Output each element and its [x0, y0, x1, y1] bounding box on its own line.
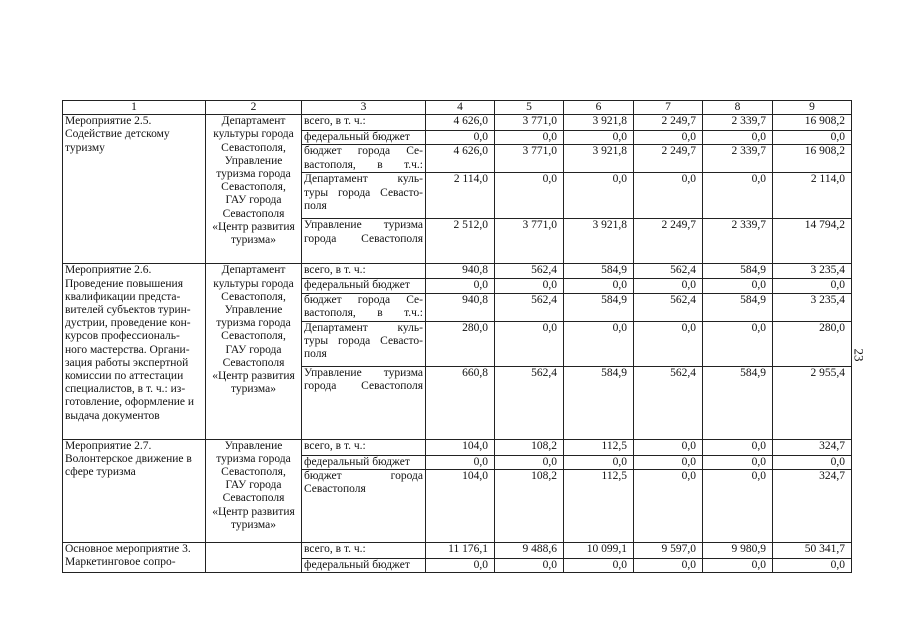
amount-cell: 16 908,2 — [773, 145, 852, 173]
text-line: зация работы экспертной — [65, 356, 189, 369]
amount-cell: 2 339,7 — [703, 145, 773, 173]
amount-cell: 562,4 — [495, 366, 564, 439]
amount-cell: 0,0 — [564, 455, 634, 469]
funding-source-cell — [302, 264, 426, 279]
amount-cell: 324,7 — [773, 439, 852, 455]
text-line: Департамент куль- — [304, 321, 423, 334]
text-line: Волонтерское движение в — [65, 452, 192, 465]
text-line: бюджет города Се- — [304, 145, 423, 158]
amount-cell: 660,8 — [426, 366, 495, 439]
amount-cell: 0,0 — [634, 558, 703, 572]
text-line: бюджет города Се- — [304, 293, 423, 306]
amount-cell: 104,0 — [426, 469, 495, 542]
header-cell: 5 — [495, 101, 564, 115]
executor-cell — [206, 439, 302, 542]
amount-cell: 3 771,0 — [495, 145, 564, 173]
amount-cell: 0,0 — [495, 558, 564, 572]
amount-cell: 0,0 — [634, 455, 703, 469]
amount-cell: 584,9 — [564, 293, 634, 321]
funding-source-cell — [302, 293, 426, 321]
amount-cell: 16 908,2 — [773, 115, 852, 131]
amount-cell: 0,0 — [564, 321, 634, 366]
text-line: сфере туризма — [65, 466, 136, 479]
amount-cell: 104,0 — [426, 439, 495, 455]
amount-cell: 3 771,0 — [495, 219, 564, 264]
amount-cell: 562,4 — [634, 366, 703, 439]
header-row — [63, 101, 852, 115]
text-line: готовление, оформление и — [65, 396, 195, 409]
text-line: ГАУ города — [225, 343, 282, 356]
amount-cell: 14 794,2 — [773, 219, 852, 264]
header-cell: 8 — [703, 101, 773, 115]
text-line: Севастополя, — [221, 290, 286, 303]
header-cell: 9 — [773, 101, 852, 115]
budget-table — [62, 100, 852, 573]
text-line: Севастополя, — [221, 181, 286, 194]
executor-cell — [206, 264, 302, 439]
amount-cell: 0,0 — [703, 131, 773, 145]
amount-cell: 9 597,0 — [634, 542, 703, 558]
amount-cell: 0,0 — [703, 279, 773, 293]
text-line: Проведение повышения — [65, 277, 183, 290]
table-row — [63, 115, 852, 131]
amount-cell: 0,0 — [564, 173, 634, 219]
executor-cell — [206, 115, 302, 264]
amount-cell: 108,2 — [495, 469, 564, 542]
text-line: поля — [304, 199, 327, 212]
amount-cell: 108,2 — [495, 439, 564, 455]
amount-cell: 0,0 — [426, 558, 495, 572]
amount-cell: 584,9 — [564, 264, 634, 279]
text-line: туризма города — [216, 168, 291, 181]
text-line: Маркетинговое сопро- — [65, 556, 176, 569]
header-cell: 3 — [302, 101, 426, 115]
amount-cell: 3 921,8 — [564, 115, 634, 131]
amount-cell: 0,0 — [495, 321, 564, 366]
header-cell: 2 — [206, 101, 302, 115]
amount-cell: 0,0 — [773, 131, 852, 145]
amount-cell: 50 341,7 — [773, 542, 852, 558]
text-line: федеральный бюджет — [304, 455, 410, 468]
text-line: Севастополя, — [221, 141, 286, 154]
text-line: Управление туризма — [304, 366, 423, 379]
text-line: Содействие детскому — [65, 128, 170, 141]
amount-cell: 562,4 — [495, 264, 564, 279]
amount-cell: 0,0 — [426, 455, 495, 469]
text-line: Севастополя — [222, 356, 285, 369]
amount-cell: 2 955,4 — [773, 366, 852, 439]
amount-cell: 324,7 — [773, 469, 852, 542]
text-line: всего, в т. ч.: — [304, 115, 366, 128]
funding-source-cell — [302, 558, 426, 572]
amount-cell: 584,9 — [703, 366, 773, 439]
amount-cell: 0,0 — [703, 321, 773, 366]
amount-cell: 2 249,7 — [634, 145, 703, 173]
amount-cell: 2 249,7 — [634, 219, 703, 264]
amount-cell: 3 771,0 — [495, 115, 564, 131]
text-line: города Севастополя — [304, 379, 423, 392]
amount-cell: 280,0 — [426, 321, 495, 366]
amount-cell: 2 114,0 — [773, 173, 852, 219]
table-row — [63, 439, 852, 455]
text-line: туры города Севасто- — [304, 186, 423, 199]
amount-cell: 562,4 — [495, 293, 564, 321]
text-line: Управление — [224, 304, 283, 317]
funding-source-cell — [302, 115, 426, 131]
text-line: Департамент куль- — [304, 173, 423, 186]
text-line: туризма» — [231, 383, 276, 396]
text-line: туризму — [65, 141, 105, 154]
text-line: Мероприятие 2.5. — [65, 115, 152, 128]
text-line: Севастополя — [222, 207, 285, 220]
amount-cell: 3 921,8 — [564, 219, 634, 264]
text-line: квалификации предста- — [65, 290, 181, 303]
amount-cell: 584,9 — [564, 366, 634, 439]
amount-cell: 0,0 — [426, 131, 495, 145]
text-line: Управление — [224, 439, 283, 452]
amount-cell: 0,0 — [773, 558, 852, 572]
amount-cell: 584,9 — [703, 264, 773, 279]
text-line: «Центр развития — [212, 505, 295, 518]
page-number: 23 — [851, 348, 867, 362]
activity-name-cell — [63, 439, 206, 542]
text-line: федеральный бюджет — [304, 279, 410, 292]
amount-cell: 3 235,4 — [773, 293, 852, 321]
amount-cell: 0,0 — [634, 469, 703, 542]
amount-cell: 0,0 — [634, 321, 703, 366]
text-line: ГАУ города — [225, 479, 282, 492]
funding-source-cell — [302, 131, 426, 145]
table-row — [63, 264, 852, 279]
amount-cell: 4 626,0 — [426, 145, 495, 173]
text-line: комиссии по аттестации — [65, 370, 184, 383]
funding-source-cell — [302, 145, 426, 173]
amount-cell: 112,5 — [564, 439, 634, 455]
funding-source-cell — [302, 173, 426, 219]
text-line: всего, в т. ч.: — [304, 542, 366, 555]
activity-name-cell — [63, 115, 206, 264]
amount-cell: 562,4 — [634, 293, 703, 321]
text-line: специалистов, в т. ч.: из- — [65, 383, 186, 396]
text-line: выдача документов — [65, 409, 160, 422]
amount-cell: 4 626,0 — [426, 115, 495, 131]
amount-cell: 0,0 — [634, 173, 703, 219]
text-line: туризма города — [216, 317, 291, 330]
text-line: курсов профессиональ- — [65, 330, 180, 343]
amount-cell: 0,0 — [495, 455, 564, 469]
funding-source-cell — [302, 279, 426, 293]
header-cell: 7 — [634, 101, 703, 115]
text-line: Мероприятие 2.7. — [65, 439, 152, 452]
text-line: ГАУ города — [225, 194, 282, 207]
text-line: культуры города — [213, 128, 294, 141]
amount-cell: 0,0 — [634, 131, 703, 145]
funding-source-cell — [302, 469, 426, 542]
funding-source-cell — [302, 366, 426, 439]
text-line: федеральный бюджет — [304, 558, 410, 571]
funding-source-cell — [302, 542, 426, 558]
header-cell: 6 — [564, 101, 634, 115]
text-line: бюджет города — [304, 469, 423, 482]
amount-cell: 3 235,4 — [773, 264, 852, 279]
text-line: вастополя, в т.ч.: — [304, 158, 423, 171]
amount-cell: 0,0 — [564, 131, 634, 145]
amount-cell: 0,0 — [773, 279, 852, 293]
text-line: Севастополя, — [221, 330, 286, 343]
table-row — [63, 542, 852, 558]
amount-cell: 584,9 — [703, 293, 773, 321]
text-line: туры города Севасто- — [304, 334, 423, 347]
header-cell: 4 — [426, 101, 495, 115]
amount-cell: 0,0 — [634, 439, 703, 455]
text-line: федеральный бюджет — [304, 131, 410, 144]
funding-source-cell — [302, 455, 426, 469]
text-line: культуры города — [213, 277, 294, 290]
amount-cell: 2 339,7 — [703, 115, 773, 131]
amount-cell: 0,0 — [703, 439, 773, 455]
amount-cell: 112,5 — [564, 469, 634, 542]
text-line: поля — [304, 348, 327, 361]
text-line: Управление туризма — [304, 219, 423, 232]
text-line: Департамент — [221, 115, 286, 128]
text-line: Управление — [224, 154, 283, 167]
text-line: всего, в т. ч.: — [304, 439, 366, 452]
funding-source-cell — [302, 321, 426, 366]
text-line: туризма города — [216, 452, 291, 465]
amount-cell: 940,8 — [426, 293, 495, 321]
amount-cell: 0,0 — [564, 558, 634, 572]
amount-cell: 0,0 — [703, 558, 773, 572]
amount-cell: 0,0 — [495, 131, 564, 145]
text-line: Мероприятие 2.6. — [65, 264, 152, 277]
funding-source-cell — [302, 219, 426, 264]
text-line: туризма» — [231, 518, 276, 531]
amount-cell: 11 176,1 — [426, 542, 495, 558]
amount-cell: 0,0 — [495, 173, 564, 219]
amount-cell: 0,0 — [495, 279, 564, 293]
amount-cell: 9 488,6 — [495, 542, 564, 558]
text-line: Севастополя — [304, 483, 366, 496]
amount-cell: 9 980,9 — [703, 542, 773, 558]
amount-cell: 0,0 — [703, 469, 773, 542]
activity-name-cell — [63, 264, 206, 439]
text-line: «Центр развития — [212, 370, 295, 383]
text-line: «Центр развития — [212, 220, 295, 233]
executor-cell — [206, 542, 302, 572]
text-line: вастополя, в т.ч.: — [304, 306, 423, 319]
text-line: туризма» — [231, 234, 276, 247]
amount-cell: 2 339,7 — [703, 219, 773, 264]
text-line: Департамент — [221, 264, 286, 277]
amount-cell: 0,0 — [564, 279, 634, 293]
amount-cell: 940,8 — [426, 264, 495, 279]
amount-cell: 0,0 — [703, 455, 773, 469]
amount-cell: 280,0 — [773, 321, 852, 366]
amount-cell: 10 099,1 — [564, 542, 634, 558]
amount-cell: 0,0 — [703, 173, 773, 219]
amount-cell: 2 512,0 — [426, 219, 495, 264]
funding-source-cell — [302, 439, 426, 455]
text-line: дустрии, проведение кон- — [65, 317, 191, 330]
header-cell: 1 — [63, 101, 206, 115]
text-line: Основное мероприятие 3. — [65, 542, 191, 555]
text-line: всего, в т. ч.: — [304, 264, 366, 277]
amount-cell: 0,0 — [426, 279, 495, 293]
amount-cell: 562,4 — [634, 264, 703, 279]
text-line: вителей субъектов турин- — [65, 304, 191, 317]
text-line: ного мастерства. Органи- — [65, 343, 190, 356]
amount-cell: 2 249,7 — [634, 115, 703, 131]
activity-name-cell — [63, 542, 206, 572]
amount-cell: 2 114,0 — [426, 173, 495, 219]
text-line: Севастополя — [222, 492, 285, 505]
amount-cell: 0,0 — [634, 279, 703, 293]
amount-cell: 3 921,8 — [564, 145, 634, 173]
text-line: города Севастополя — [304, 232, 423, 245]
text-line: Севастополя, — [221, 466, 286, 479]
amount-cell: 0,0 — [773, 455, 852, 469]
